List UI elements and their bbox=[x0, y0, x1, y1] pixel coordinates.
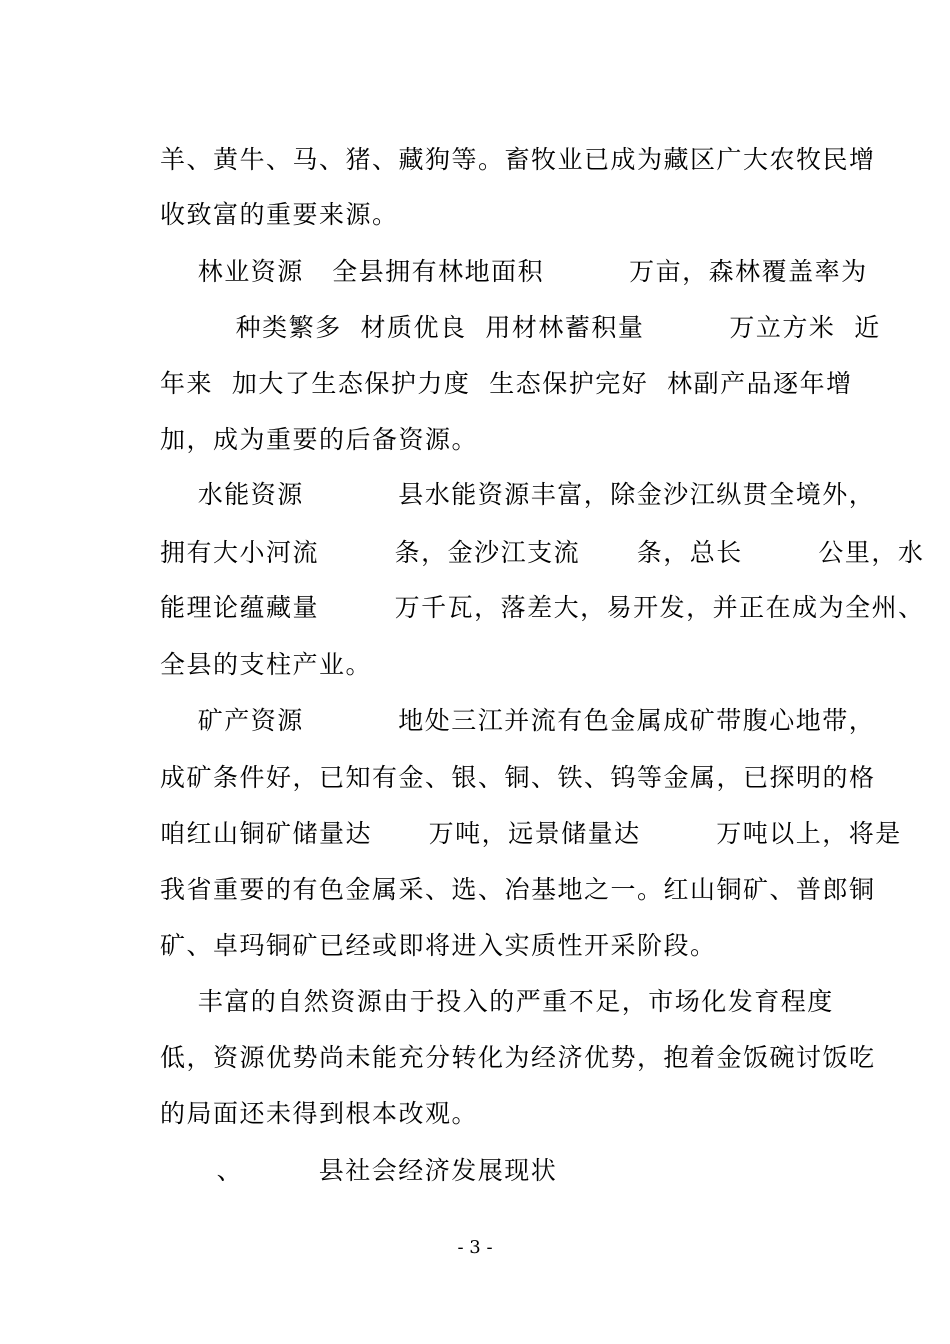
text-line: 水能资源 县水能资源丰富，除金沙江纵贯全境外， bbox=[160, 480, 876, 509]
text-line: 拥有大小河流 条，金沙江支流 条，总长 公里，水 bbox=[160, 538, 925, 567]
text-line: 羊、黄牛、马、猪、藏狗等。畜牧业已成为藏区广大农牧民增 bbox=[160, 145, 876, 174]
text-line: 加，成为重要的后备资源。 bbox=[160, 425, 479, 454]
text-line: 收致富的重要来源。 bbox=[160, 200, 399, 229]
text-line: 咱红山铜矿储量达 万吨，远景储量达 万吨以上，将是 bbox=[160, 819, 902, 848]
text-line: 全县的支柱产业。 bbox=[160, 650, 373, 679]
text-line: 矿产资源 地处三江并流有色金属成矿带腹心地带， bbox=[160, 706, 876, 735]
text-line: 丰富的自然资源由于投入的严重不足，市场化发育程度 bbox=[160, 987, 834, 1016]
text-line: 的局面还未得到根本改观。 bbox=[160, 1099, 479, 1128]
text-line: 年来 加大了生态保护力度 生态保护完好 林副产品逐年增 bbox=[160, 369, 853, 398]
text-line: 林业资源 全县拥有林地面积 万亩，森林覆盖率为 bbox=[160, 257, 868, 286]
section-heading: 、 县社会经济发展现状 bbox=[160, 1156, 558, 1185]
text-line: 成矿条件好，已知有金、银、铜、铁、钨等金属，已探明的格 bbox=[160, 763, 876, 792]
text-line: 低，资源优势尚未能充分转化为经济优势，抱着金饭碗讨饭吃 bbox=[160, 1043, 876, 1072]
text-line: 能理论蕴藏量 万千瓦，落差大，易开发，并正在成为全州、 bbox=[160, 593, 925, 622]
text-line: 矿、卓玛铜矿已经或即将进入实质性开采阶段。 bbox=[160, 931, 717, 960]
text-line: 种类繁多 材质优良 用材林蓄积量 万立方米 近 bbox=[160, 313, 881, 342]
text-line: 我省重要的有色金属采、选、冶基地之一。红山铜矿、普郎铜 bbox=[160, 875, 876, 904]
page-number: - 3 - bbox=[457, 1237, 493, 1258]
